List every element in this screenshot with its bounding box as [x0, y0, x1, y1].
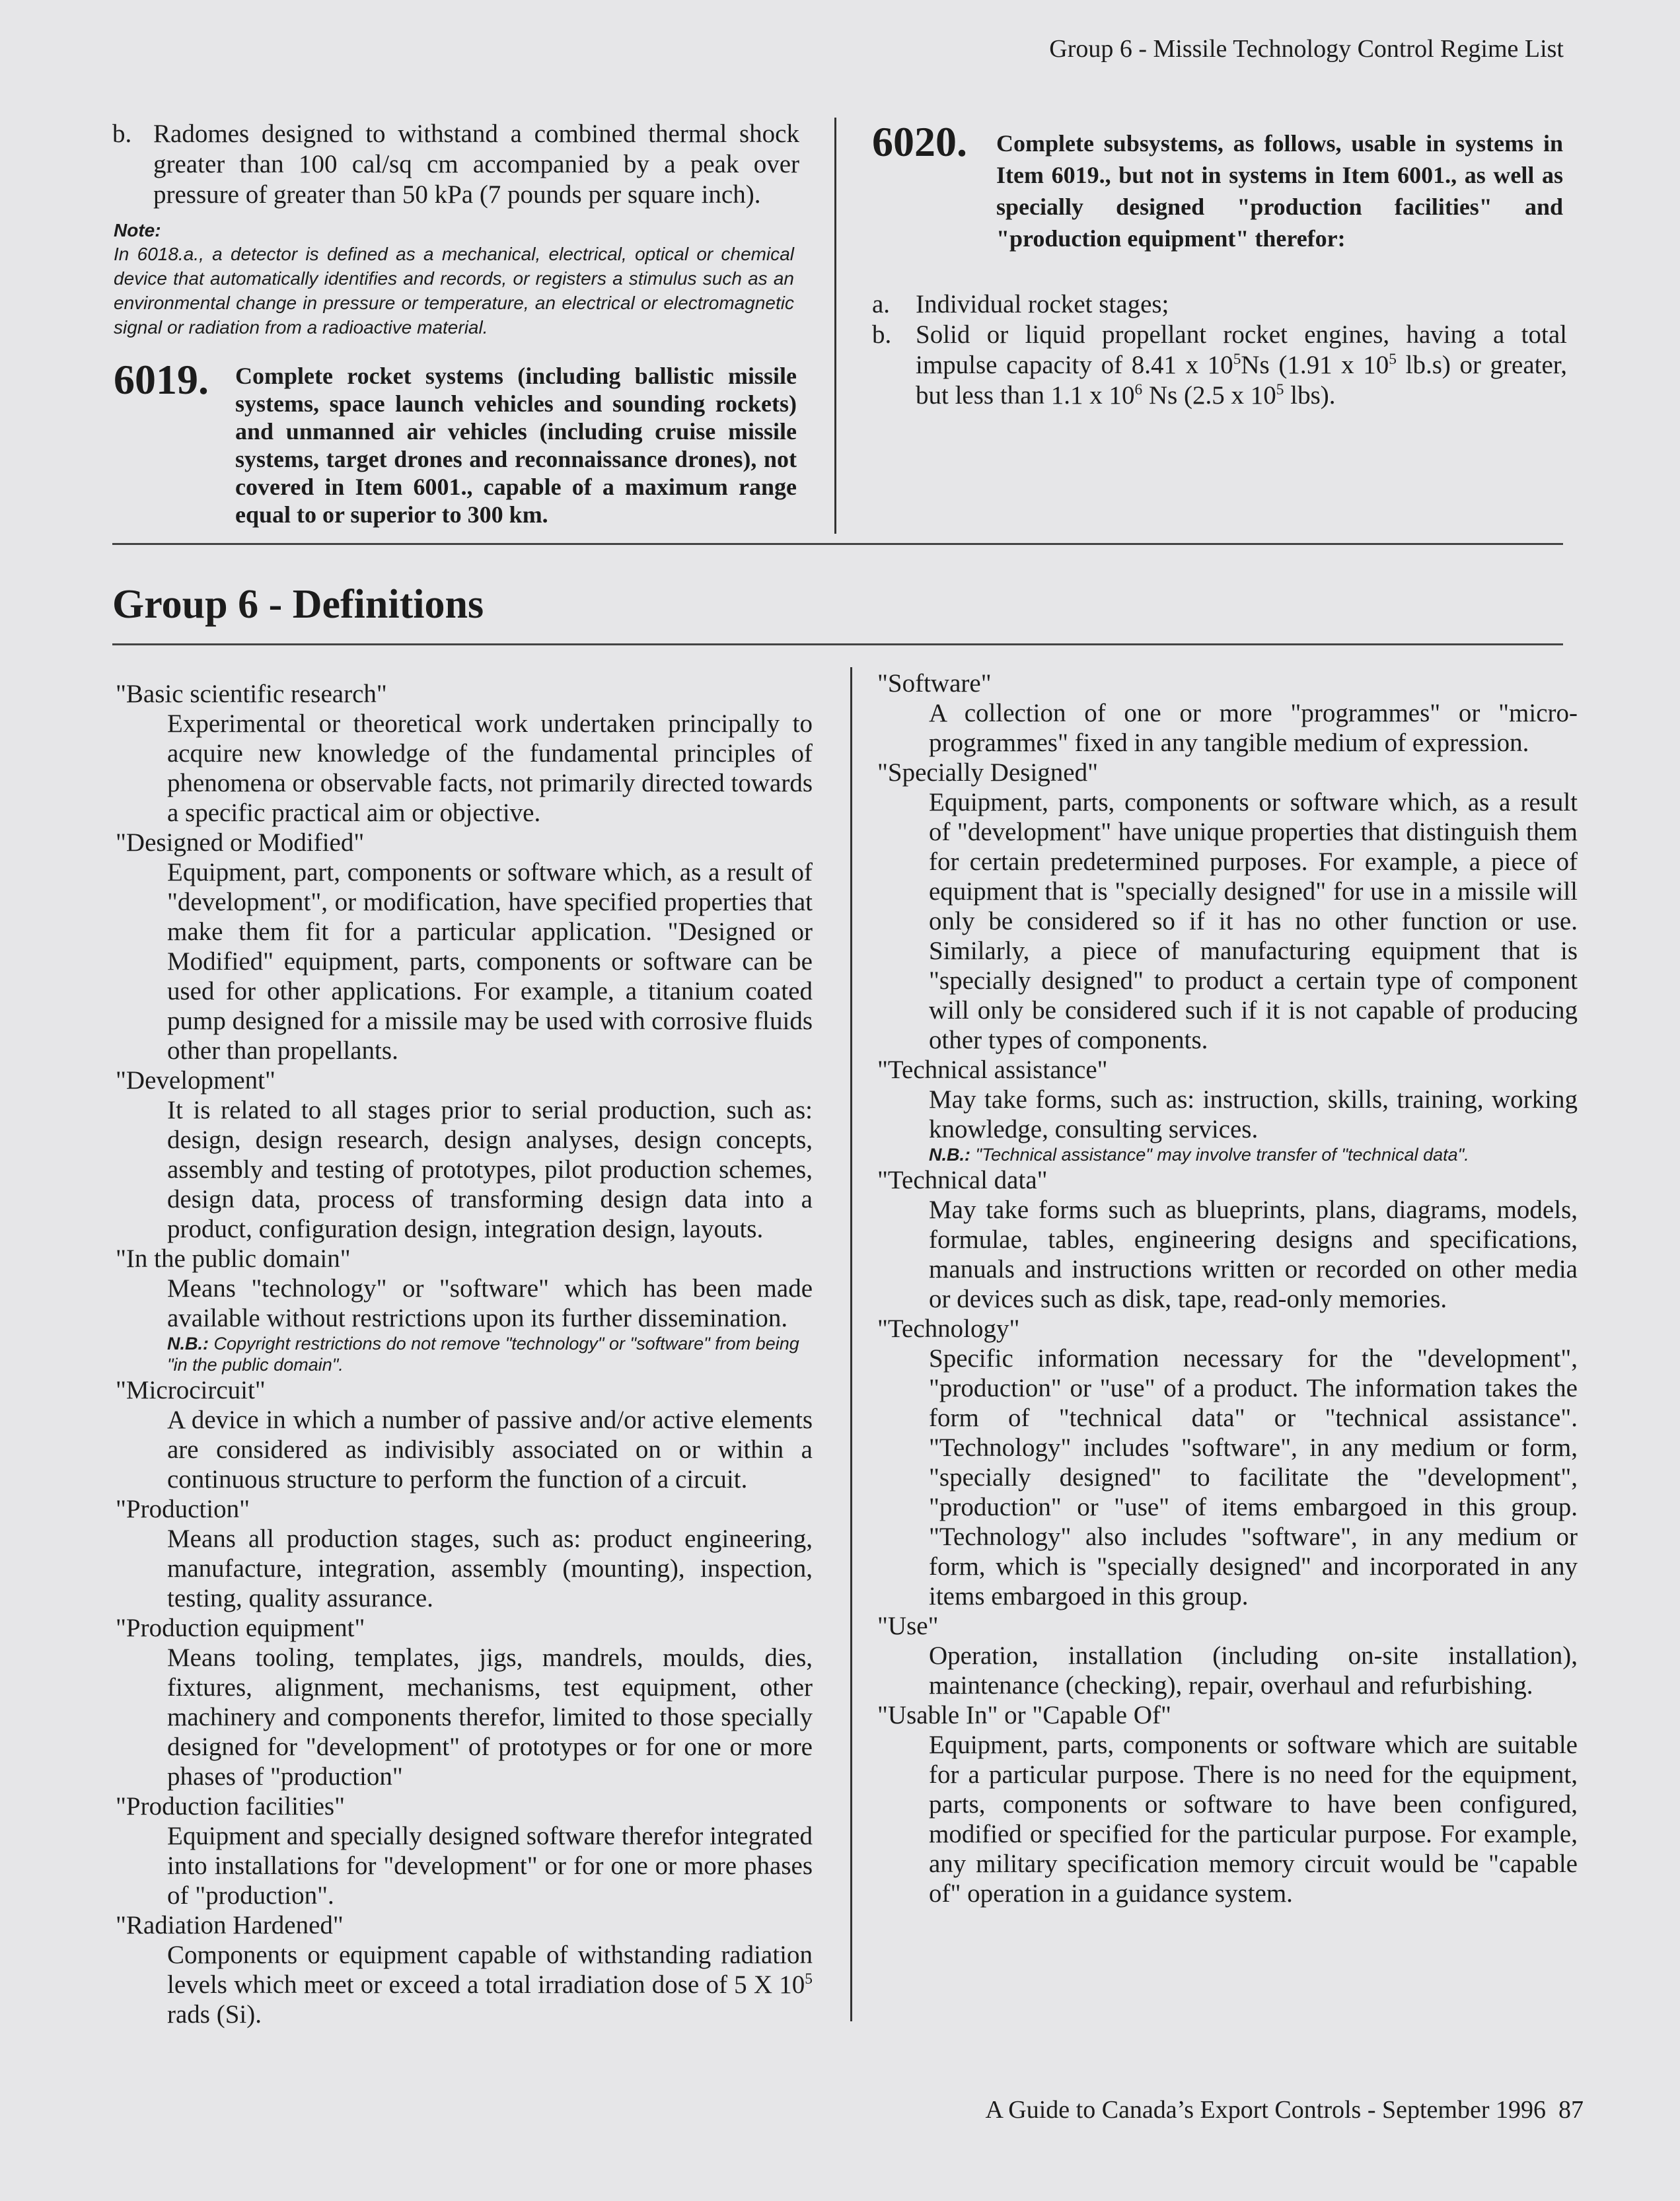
definition-text: Components or equipment capable of withstanding radiation levels which meet or exceed a total irradiation dose of 5 X $10^5$ rads (Si).	[167, 1941, 813, 2029]
definition-text: Specific information necessary for the "development", "production" or "use" of a product. The information takes the form of "technical data" or "technical assistance". "Technology" includes "software", in any medium or form, "specially designed" to facilitate the "development", "production" or "use" of items embargoed in this group. "Technology" also includes "software", in any medium or form, which is "specially designed" and incorporated in any items embargoed in this group.	[929, 1344, 1578, 1610]
definition-term: "Use"	[877, 1612, 939, 1640]
item-number-6019: 6019.	[114, 356, 209, 403]
running-header: Group 6 - Missile Technology Control Regime List	[1049, 35, 1564, 63]
nb-note	[929, 1144, 1578, 1165]
definition-term: "Production equipment"	[116, 1614, 365, 1642]
definition-term: "Designed or Modified"	[116, 828, 365, 857]
page-footer	[985, 2095, 1584, 2124]
definition-text: Experimental or theoretical work undertaken principally to acquire new knowledge of the fundamental principles of phenomena or observable facts, not primarily directed towards a specific practical aim or objective.	[167, 709, 813, 827]
item-label: b.	[112, 120, 132, 148]
definition-term: "Microcircuit"	[116, 1376, 266, 1404]
list-item	[872, 289, 1567, 320]
nb-label: N.B.:	[167, 1334, 209, 1353]
definition-text: Means "technology" or "software" which has been made available without restrictions upon its further dissemination.	[167, 1274, 813, 1332]
definition-text: Equipment, parts, components or software which, as a result of "development" have unique properties that distinguish them for certain predetermined purposes. For example, a piece of equipment that is "specially designed" for use in a missile will only be considered so if it has no other function or use. Similarly, a piece of manufacturing equipment that is "specially designed" to product a certain type of component will only be considered such if it is not capable of producing other types of components.	[929, 788, 1578, 1054]
list-label: b.	[872, 320, 892, 349]
definition-term: "Development"	[116, 1066, 275, 1095]
item-text-6020: Complete subsystems, as follows, usable in systems in Item 6019., but not in systems in Item 6001., as well as specially designed "production facilities" and "production equipment" therefor:	[996, 130, 1563, 252]
note-label: Note:	[114, 220, 161, 240]
column-divider	[834, 118, 836, 534]
list-text: Solid or liquid propellant rocket engines, having a total impulse capacity of 8.41 x $10^5Ns$ (1.91 x $10^5$ lb.s) or greater, but less than 1.1 x $10^6$ Ns (2.5 x $10^5$ lbs).	[916, 320, 1567, 410]
definition-text: Equipment, parts, components or software which are suitable for a particular purpose. There is no need for the equipment, parts, components or software to have been configured, modified or specified for the particular purpose. For example, any military specification memory circuit would be "capable of" operation in a guidance system.	[929, 1731, 1578, 1908]
definitions-column-divider	[850, 667, 852, 2021]
definition-term: "Production"	[116, 1495, 250, 1523]
item-text-6019: Complete rocket systems (including ballistic missile systems, space launch vehicles and sounding rockets) and unmanned air vehicles (including cruise missile systems, target drones and reconnaissance drones), not covered in Item 6001., capable of a maximum range equal to or superior to 300 km.	[235, 363, 797, 528]
definitions-left-column	[116, 679, 813, 2029]
definition-text: May take forms, such as: instruction, skills, training, working knowledge, consulting services.	[929, 1085, 1578, 1143]
item-text: Radomes designed to withstand a combined thermal shock greater than 100 cal/sq cm accompanied by a peak over pressure of greater than 50 kPa (7 pounds per square inch).	[153, 120, 799, 209]
list-label: a.	[872, 290, 891, 318]
definition-text: Means tooling, templates, jigs, mandrels, moulds, dies, fixtures, alignment, mechanisms, test equipment, other machinery and components therefor, limited to those specially designed for "development" of prototypes or for one or more phases of "production"	[167, 1643, 813, 1791]
section-title: Group 6 - Definitions	[112, 582, 484, 627]
definition-term: "In the public domain"	[116, 1245, 351, 1273]
definition-term: "Production facilities"	[116, 1792, 346, 1821]
footer-text: A Guide to Canada’s Export Controls - September 1996	[985, 2096, 1546, 2124]
definitions-right-column	[877, 668, 1578, 1908]
definition-term: "Technical assistance"	[877, 1056, 1108, 1084]
definition-text: A collection of one or more "programmes" or "micro-programmes" fixed in any tangible medium of expression.	[929, 699, 1578, 757]
nb-text: Copyright restrictions do not remove "technology" or "software" from being "in the public domain".	[167, 1334, 799, 1375]
definition-text: It is related to all stages prior to serial production, such as: design, design research, design analyses, design concepts, assembly and testing of prototypes, pilot production schemes, design data, process of transforming design data into a product, configuration design, integration design, layouts.	[167, 1096, 813, 1243]
nb-text: "Technical assistance" may involve transfer of "technical data".	[975, 1145, 1469, 1165]
definition-term: "Basic scientific research"	[116, 680, 387, 708]
nb-note	[167, 1333, 813, 1375]
note-text: In 6018.a., a detector is defined as a mechanical, electrical, optical or chemical device that automatically identifies and records, or registers a stimulus such as an environmental change in pressure or temperature, an electrical or electromagnetic signal or radiation from a radioactive material.	[114, 244, 794, 338]
definition-text: A device in which a number of passive and/or active elements are considered as indivisibly associated on or within a continuous structure to perform the function of a circuit.	[167, 1406, 813, 1494]
definition-term: "Technical data"	[877, 1166, 1048, 1194]
definition-text: Means all production stages, such as: product engineering, manufacture, integration, assembly (mounting), inspection, testing, quality assurance.	[167, 1525, 813, 1612]
section-rule-top	[112, 543, 1563, 545]
definition-text: May take forms such as blueprints, plans, diagrams, models, formulae, tables, engineering designs and specifications, manuals and instructions written or recorded on other media or devices such as disk, tape, read-only memories.	[929, 1196, 1578, 1313]
item-number-6020: 6020.	[872, 118, 967, 165]
list-item	[872, 320, 1567, 411]
item-6018-b	[112, 119, 799, 210]
list-text: Individual rocket stages;	[916, 290, 1169, 318]
section-rule-bottom	[112, 643, 1563, 645]
page-number: 87	[1558, 2096, 1584, 2124]
nb-label: N.B.:	[929, 1145, 970, 1165]
definition-text: Operation, installation (including on-site installation), maintenance (checking), repair, overhaul and refurbishing.	[929, 1642, 1578, 1700]
definition-text: Equipment and specially designed software therefor integrated into installations for "development" or for one or more phases of "production".	[167, 1822, 813, 1910]
definition-text: Equipment, part, components or software which, as a result of "development", or modification, have specified properties that make them fit for a particular application. "Designed or Modified" equipment, parts, components or software can be used for other applications. For example, a titanium coated pump designed for a missile may be used with corrosive fluids other than propellants.	[167, 858, 813, 1065]
definition-term: "Radiation Hardened"	[116, 1911, 344, 1939]
definition-term: "Technology"	[877, 1315, 1020, 1343]
definition-term: "Specially Designed"	[877, 758, 1099, 787]
definition-term: "Software"	[877, 669, 992, 698]
definition-term: "Usable In" or "Capable Of"	[877, 1701, 1171, 1729]
item-6020-list	[872, 289, 1567, 411]
